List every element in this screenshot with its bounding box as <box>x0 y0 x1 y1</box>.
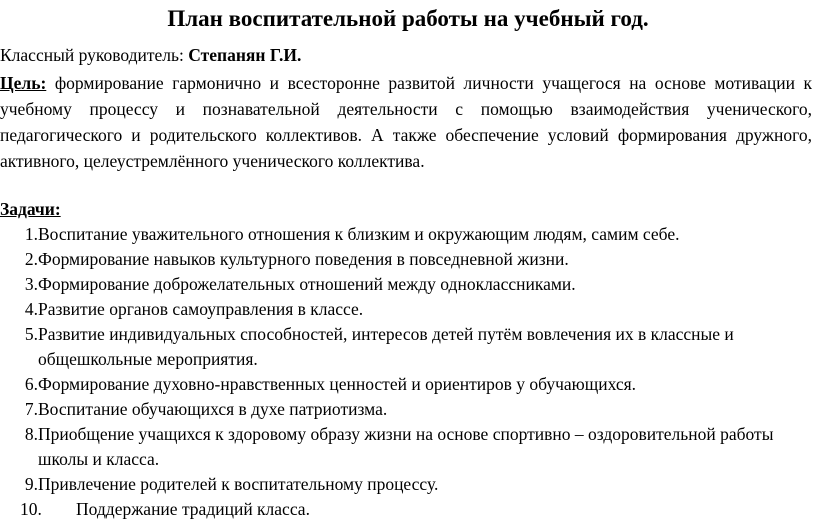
goal-label: Цель: <box>0 73 47 93</box>
task-number: 4. <box>24 299 38 319</box>
task-number: 5. <box>24 324 38 344</box>
task-item <box>0 422 812 472</box>
goal-text: формирование гармонично и всесторонне развитой личности учащегося на основе мотивации к учебному процессу и познавательной деятельности с помощью взаимодействия ученического, педагогического и родительского коллективов. А также обеспечение условий формирования дружного, активного, целеустремлённого ученического коллектива. <box>0 73 812 171</box>
task-number: 3. <box>24 274 38 294</box>
task-number: 8. <box>24 424 38 444</box>
task-text: Развитие индивидуальных способностей, интересов детей путём вовлечения их в классные и общешкольные мероприятия. <box>38 324 734 369</box>
task-item <box>0 372 812 397</box>
task-text: Формирование доброжелательных отношений между одноклассниками. <box>38 274 576 294</box>
task-number: 7. <box>24 399 38 419</box>
page-title: План воспитательной работы на учебный год. <box>167 6 649 31</box>
task-number: 10. <box>20 499 42 519</box>
task-number: 1. <box>24 224 38 244</box>
teacher-name: Степанян Г.И. <box>188 45 302 65</box>
tasks-heading: Задачи: <box>0 199 61 219</box>
task-item <box>0 297 812 322</box>
task-text: Приобщение учащихся к здоровому образу жизни на основе спортивно – оздоровительной работы школы и класса. <box>38 424 774 469</box>
task-text: Развитие органов самоуправления в классе. <box>38 299 364 319</box>
goal-paragraph <box>0 70 812 174</box>
tasks-list <box>0 222 812 522</box>
task-text: Воспитание уважительного отношения к близким и окружающим людям, самим себе. <box>38 224 680 244</box>
task-text: Формирование духовно-нравственных ценностей и ориентиров у обучающихся. <box>38 374 637 394</box>
class-teacher-line <box>0 44 301 66</box>
task-item <box>0 322 812 372</box>
task-text: Формирование навыков культурного поведения в повседневной жизни. <box>38 249 569 269</box>
task-item <box>0 247 812 272</box>
task-item <box>0 497 812 522</box>
task-item <box>0 397 812 422</box>
task-text: Привлечение родителей к воспитательному процессу. <box>38 474 439 494</box>
task-number: 2. <box>24 249 38 269</box>
task-number: 9. <box>24 474 38 494</box>
task-item <box>0 472 812 497</box>
task-item <box>0 222 812 247</box>
task-item <box>0 272 812 297</box>
task-text: Поддержание традиций класса. <box>76 499 310 519</box>
task-text: Воспитание обучающихся в духе патриотизма. <box>38 399 388 419</box>
task-number: 6. <box>24 374 38 394</box>
teacher-label: Классный руководитель: <box>0 45 189 65</box>
